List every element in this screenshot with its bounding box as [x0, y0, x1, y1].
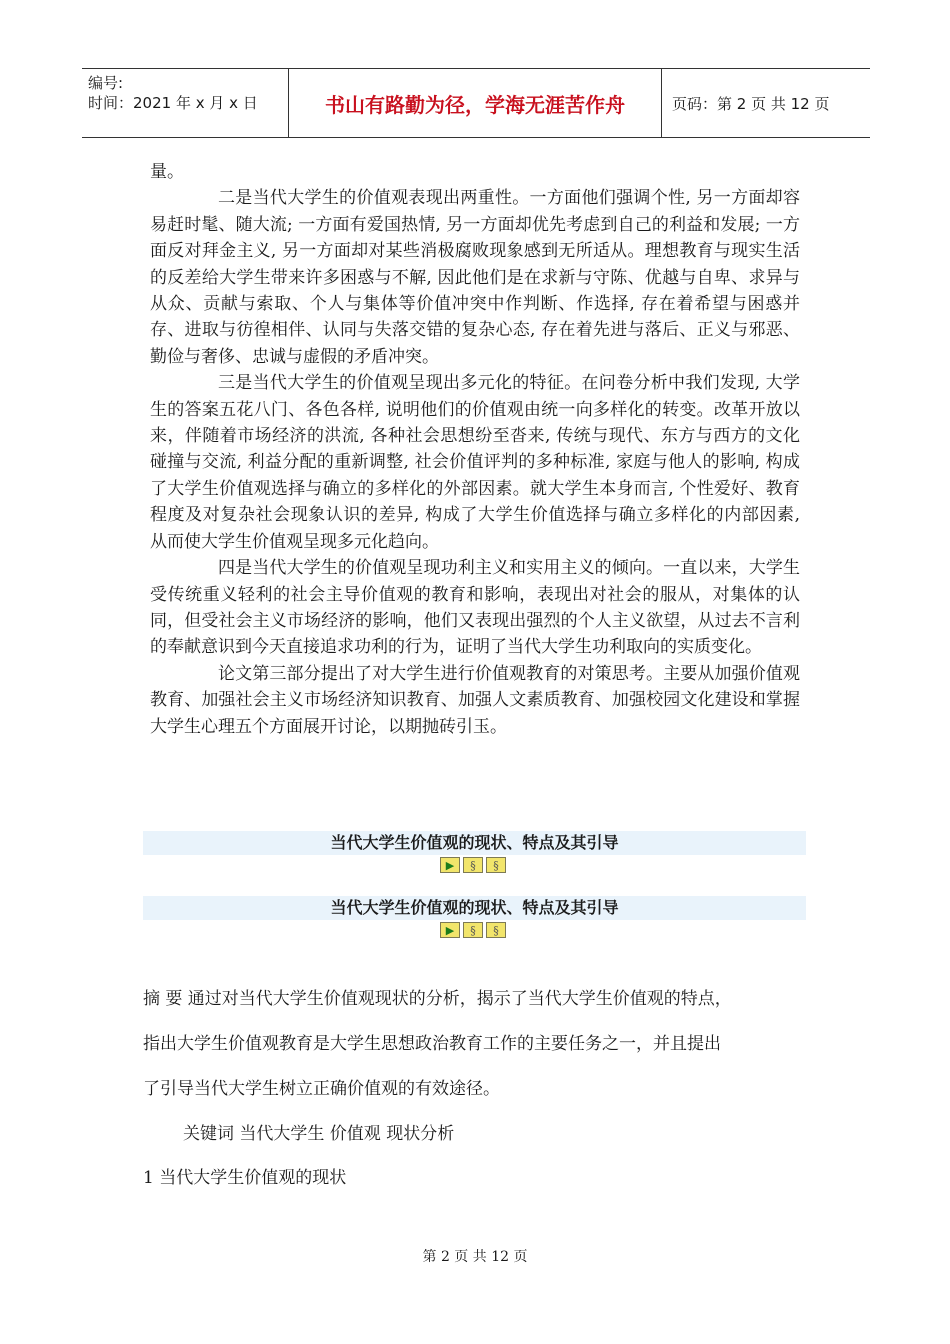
article-title-bar: 当代大学生价值观的现状、特点及其引导 — [143, 896, 806, 920]
document-time-label: 时间：2021 年 x 月 x 日 — [88, 94, 258, 112]
body-text — [150, 159, 800, 740]
play-icon[interactable]: ▶ — [440, 922, 460, 938]
section-heading: 1 当代大学生价值观的现状 — [143, 1168, 347, 1188]
article-tool-icons — [440, 857, 506, 873]
article-title-bar: 当代大学生价值观的现状、特点及其引导 — [143, 831, 806, 855]
document-number-label: 编号: — [88, 74, 124, 92]
abstract-line-1: 摘 要 通过对当代大学生价值观现状的分析，揭示了当代大学生价值观的特点， — [143, 989, 732, 1009]
clip-icon[interactable]: § — [463, 857, 483, 873]
clip-icon[interactable]: § — [486, 922, 506, 938]
keywords: 关键词 当代大学生 价值观 现状分析 — [183, 1124, 455, 1144]
paragraph-1: 二是当代大学生的价值观表现出两重性。一方面他们强调个性, 另一方面却容易赶时髦、随大流; 一方面有爱国热情, 另一方面却优先考虑到自己的利益和发展; 一方面反对拜金主义, 另一方面却对某些消极腐败现象感到无所适从。理想教育与现实生活的反差给大学生带来许多困惑与不解, 因此他们是在求新与守陈、优越与自卑、求异与从众、贡献与索取、个人与集体等价值冲突中作判断、作选择, 存在着希望与困惑并存、进取与彷徨相伴、认同与失落交错的复杂心态, 存在着先进与落后、正义与邪恶、勤俭与奢侈、忠诚与虚假的矛盾冲突。 — [150, 188, 800, 367]
page-header — [82, 68, 870, 138]
clip-icon[interactable]: § — [463, 922, 483, 938]
abstract-line-2: 指出大学生价值观教育是大学生思想政治教育工作的主要任务之一，并且提出 — [143, 1034, 721, 1054]
paragraph-4: 论文第三部分提出了对大学生进行价值观教育的对策思考。主要从加强价值观教育、加强社会主义市场经济知识教育、加强人文素质教育、加强校园文化建设和掌握大学生心理五个方面展开讨论，以期抛砖引玉。 — [150, 663, 800, 737]
header-page-info: 页码：第 2 页 共 12 页 — [672, 94, 830, 113]
abstract-line-3: 了引导当代大学生树立正确价值观的有效途径。 — [143, 1079, 500, 1099]
paragraph-2: 三是当代大学生的价值观呈现出多元化的特征。在问卷分析中我们发现, 大学生的答案五花八门、各色各样, 说明他们的价值观由统一向多样化的转变。改革开放以来，伴随着市场经济的洪流, 各种社会思想纷至沓来, 传统与现代、东方与西方的文化碰撞与交流, 利益分配的重新调整, 社会价值评判的多种标准, 家庭与他人的影响, 构成了大学生价值观选择与确立的多样化的外部因素。就大学生本身而言, 个性爱好、教育程度及对复杂社会现象认识的差异, 构成了大学生价值选择与确立多样化的内部因素, 从而使大学生价值观呈现多元化趋向。 — [150, 373, 800, 552]
header-meta — [82, 69, 289, 137]
paragraph-0: 量。 — [150, 162, 184, 182]
article-tool-icons — [440, 922, 506, 938]
page-footer: 第 2 页 共 12 页 — [422, 1249, 528, 1265]
clip-icon[interactable]: § — [486, 857, 506, 873]
header-motto: 书山有路勤为径，学海无涯苦作舟 — [289, 69, 662, 137]
paragraph-3: 四是当代大学生的价值观呈现功利主义和实用主义的倾向。一直以来，大学生受传统重义轻利的社会主导价值观的教育和影响，表现出对社会的服从，对集体的认同，但受社会主义市场经济的影响，他们又表现出强烈的个人主义欲望，从过去不言利的奉献意识到今天直接追求功利的行为，证明了当代大学生功利取向的实质变化。 — [150, 558, 800, 658]
play-icon[interactable]: ▶ — [440, 857, 460, 873]
